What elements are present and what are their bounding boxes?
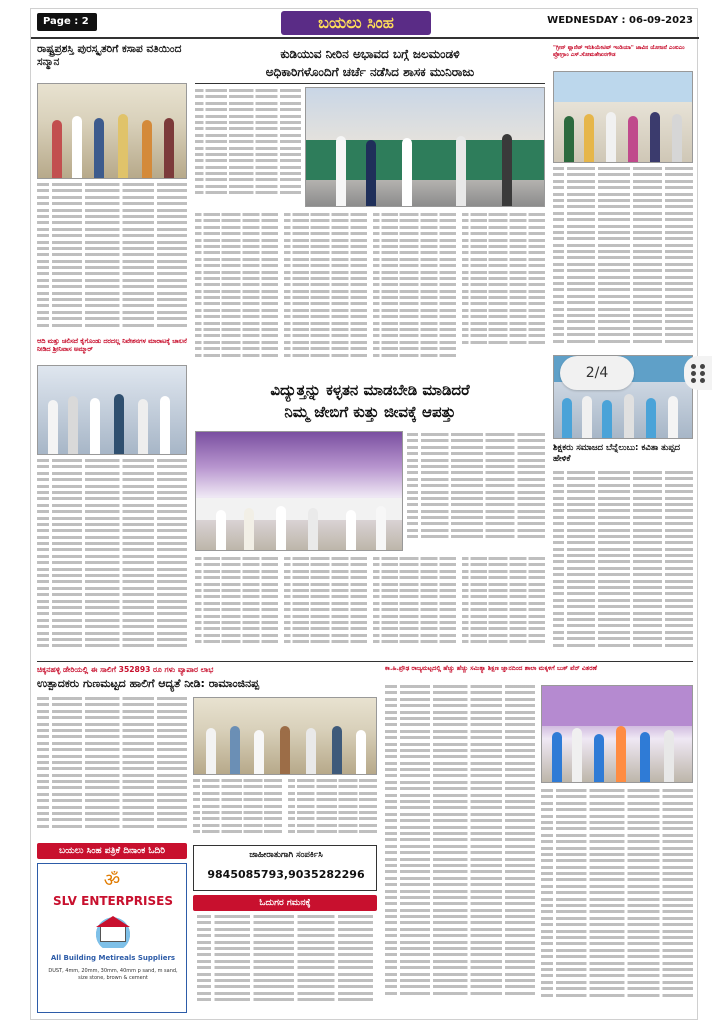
divider bbox=[37, 661, 693, 662]
article-subhead-dairy: ಚಿಕ್ಕನಹಳ್ಳಿ ಡೇರಿಯಲ್ಲಿ ಈ ಸಾಲಿಗೆ 352893 ರೂ ಗಳು ವ್ಯಾಪಾರ ಲಾಭ bbox=[37, 665, 214, 674]
slv-tagline: All Building Metireals Suppliers bbox=[50, 954, 176, 962]
article-body-teachers bbox=[553, 471, 693, 657]
ad-slv-enterprises[interactable] bbox=[37, 863, 187, 1013]
contact-title: ಜಾಹೀರಾತುಗಾಗಿ ಸಂಪರ್ಕಿಸಿ bbox=[249, 850, 323, 860]
newspaper-title: ಬಯಲು ಸಿಂಹ bbox=[281, 11, 431, 35]
article-headline-sites: ಆದಿ ಮತ್ತು ಚಲಿಸದೆ ಕೈಗೊಂಡು ದರದಲ್ಲ ನಿವೇಶನಗಳ ಮಾರಾಟಕ್ಕೆ ಚಾಲನೆ ನೀಡಿದ ಶ್ರೀನಿವಾಸ ಅಮ್ಮಾರ್ bbox=[37, 337, 187, 353]
om-icon: ॐ bbox=[103, 870, 121, 891]
article-photo-books bbox=[541, 685, 693, 783]
article-body-award bbox=[37, 183, 187, 335]
article-photo-green bbox=[553, 71, 693, 163]
page-indicator: 2/4 bbox=[560, 356, 634, 390]
article-body-power-b bbox=[195, 557, 545, 657]
notice-body bbox=[197, 915, 373, 1013]
article-headline-award: ರಾಷ್ಟ್ರಪ್ರಶಸ್ತಿ ಪುರಸ್ಕೃತರಿಗೆ ಕಸಾಪ ವತಿಯಿಂದ ಸನ್ಮಾನ bbox=[37, 43, 182, 69]
article-photo-award bbox=[37, 83, 187, 179]
article-body-dairy-a bbox=[37, 697, 187, 837]
promo-banner: ಬಯಲು ಸಿಂಹ ಪತ್ರಿಕೆ ದಿನಾಂಕ ಓದಿರಿ bbox=[37, 843, 187, 859]
slv-name: SLV ENTERPRISES bbox=[53, 894, 173, 908]
article-headline-power-1: ವಿದ್ಯುತ್ತನ್ನು ಕಳ್ಳತನ ಮಾಡಬೇಡಿ ಮಾಡಿದರೆ bbox=[270, 381, 470, 399]
notice-title: ಓದುಗರ ಗಮನಕ್ಕೆ bbox=[193, 895, 377, 911]
article-headline-green: "ಗ್ರೀನ್ ಪ್ಲಾನೆಟ್ ಇನಿಶಿಯೇಟಿವ್ ಇಂಡಿಯಾ" ಜಾವಿನ ಯೋಜನೆ ಎಂಐಎಂ ಪ್ರೋಗ್ರಾಂ ಎಸ್.ಸೋಮಶೇಖರಗೌಡ bbox=[553, 45, 685, 58]
article-body-sites bbox=[37, 459, 187, 659]
article-headline-power-2: ನಿಮ್ಮ ಜೇಬಿಗೆ ಕುತ್ತು ಜೀವಕ್ಕೆ ಆಪತ್ತು bbox=[284, 403, 456, 421]
article-headline-dairy: ಉತ್ಪಾದಕರು ಗುಣಮಟ್ಟದ ಹಾಲಿಗೆ ಆದ್ಯತೆ ನೀಡಿ: ರಾಮಾಂಜಿನಪ್ಪ bbox=[37, 677, 260, 690]
article-photo-dairy bbox=[193, 697, 377, 775]
article-body-water-b bbox=[195, 213, 545, 373]
house-icon bbox=[90, 914, 136, 948]
article-body-power-a bbox=[407, 433, 545, 551]
page-label: Page : 2 bbox=[37, 13, 97, 31]
newspaper-page bbox=[30, 8, 698, 1020]
more-options-icon[interactable] bbox=[684, 356, 712, 390]
article-body-green bbox=[553, 167, 693, 353]
article-body-dairy-b bbox=[193, 779, 377, 839]
article-headline-teachers: ಶಿಕ್ಷಕರು ಸಮಾಜದ ಬೆನ್ನೆಲುಬು: ಕವಿತಾ ತುಪ್ಪದ ಹೇಳಿಕೆ bbox=[553, 443, 680, 464]
article-photo-water bbox=[305, 87, 545, 207]
article-photo-power bbox=[195, 431, 403, 551]
contact-phones: 9845085793,9035282296 bbox=[207, 868, 365, 881]
ad-contact[interactable] bbox=[193, 845, 377, 891]
article-headline-water-1: ಕುಡಿಯುವ ನೀರಿನ ಅಭಾವದ ಬಗ್ಗೆ ಜಲಮಂಡಳಿ bbox=[280, 47, 460, 61]
article-body-books-a bbox=[385, 685, 535, 1015]
divider bbox=[195, 83, 545, 84]
issue-date: WEDNESDAY : 06-09-2023 bbox=[547, 15, 693, 26]
masthead bbox=[31, 9, 699, 39]
article-body-books-b bbox=[541, 789, 693, 1015]
slv-items: DUST, 4mm, 20mm, 30mm, 40mm p sand, m sand, size stone, brown & cement bbox=[48, 968, 178, 981]
article-body-water-a bbox=[195, 89, 301, 207]
article-headline-books: ಕಾ.ಹಿ.ಪ್ರೌಢ ರಾಜ್ಯಮಟ್ಟದಲ್ಲಿ ಹೆಚ್ಚು ಹೆಚ್ಚು ಸಮಿತ್ಯಾ ಶಿಕ್ಷಣ ಜ್ಞಾನದಿಂದ ಶಾಲಾ ಮಕ್ಕಳಿಗೆ ಬುಕ್ ಪೆನ್ ವಿತರಣೆ bbox=[385, 665, 597, 672]
article-photo-sites bbox=[37, 365, 187, 455]
article-headline-water-2: ಅಧಿಕಾರಿಗಳೊಂದಿಗೆ ಚರ್ಚೆ ನಡೆಸಿದ ಶಾಸಕ ಮುನಿರಾಜು bbox=[265, 65, 475, 79]
